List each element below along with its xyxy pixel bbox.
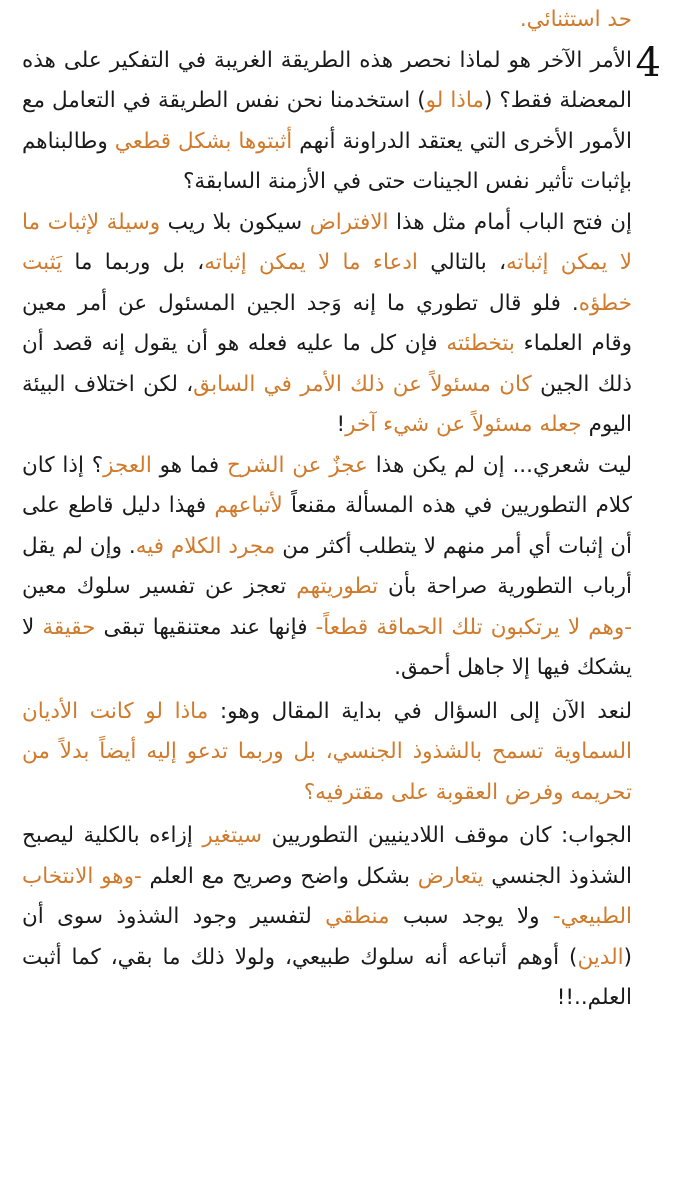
paragraph xyxy=(22,203,632,446)
body-text: لا يشكك فيها إلا جاهل أحمق. xyxy=(22,614,632,680)
body-text: فما هو xyxy=(151,452,227,478)
highlighted-text: حقيقة xyxy=(42,614,96,640)
body-text: سيكون بلا ريب xyxy=(160,209,310,235)
body-text: تعجز عن تفسير سلوك معين xyxy=(22,574,297,599)
paragraph xyxy=(22,816,632,1019)
body-text: ) استخدمنا نحن نفس الطريقة في التعامل مع الأمور الأخرى التي يعتقد الدراونة أنهم xyxy=(22,88,632,154)
paragraph xyxy=(22,692,632,814)
body-text: فإن كل ما عليه فعله هو أن يقول إنه قصد أن ذلك الجين xyxy=(22,331,632,397)
highlighted-text: مجرد الكلام فيه xyxy=(135,533,276,559)
highlighted-text: كان مسئولاً عن ذلك الأمر في السابق xyxy=(193,371,532,397)
highlighted-text: عجزٌ عن الشرح xyxy=(227,452,368,478)
body-text: ، لكن اختلاف البيئة اليوم xyxy=(22,371,632,437)
body-text: الأمر الآخر هو لماذا نحصر هذه الطريقة الغريبة في التفكير على هذه المعضلة فقط؟ ( xyxy=(22,47,632,113)
body-text: لنعد الآن إلى السؤال في بداية المقال وهو: xyxy=(208,698,632,724)
highlighted-text: سيتغير xyxy=(202,823,263,848)
body-text: ليت شعري... إن لم يكن هذا xyxy=(367,452,632,478)
body-text: لتفسير وجود الشذوذ سوى أن ( xyxy=(22,904,632,970)
body-text: ! xyxy=(336,412,346,437)
body-text: فهذا دليل قاطع على أن إثبات أي أمر منهم لا يتطلب أكثر من xyxy=(22,493,632,559)
highlighted-text: يتعارض xyxy=(417,863,484,889)
paragraph xyxy=(22,446,632,689)
highlighted-text: الدين xyxy=(577,944,624,970)
highlighted-text: يَثبت خطؤه xyxy=(22,250,632,316)
highlighted-text: ماذا لو كانت الأديان السماوية تسمح بالشذوذ الجنسي، بل وربما تدعو إليه أيضاً بدلاً من تحريمه وفرض العقوبة على مقترفيه؟ xyxy=(22,698,632,805)
article-body xyxy=(22,0,632,1019)
highlighted-text: تطوريتهم xyxy=(296,574,379,599)
body-text: وطالبناهم بإثبات تأثير نفس الجينات حتى في الأزمنة السابقة؟ xyxy=(22,128,632,194)
highlighted-text: الافتراض xyxy=(309,209,389,235)
body-text: ، بل وربما ما xyxy=(62,250,205,275)
highlighted-text: أثبتوها بشكل قطعي xyxy=(114,128,293,154)
paragraph xyxy=(22,41,632,203)
highlighted-text: لأتباعهم xyxy=(214,493,283,518)
highlighted-text: ماذا لو xyxy=(425,88,484,113)
highlighted-text: -وهم لا يرتكبون تلك الحماقة قطعاً- xyxy=(315,614,632,640)
highlighted-text: حد استثنائي. xyxy=(519,7,632,32)
highlighted-text: بتخطئته xyxy=(446,331,515,356)
paragraph xyxy=(22,0,632,41)
body-text: بشكل واضح وصريح مع العلم xyxy=(141,863,418,889)
body-text: ) أوهم أتباعه أنه سلوك طبيعي، ولولا ذلك ما بقي، كما أثبت العلم..!! xyxy=(22,944,632,1010)
body-text: الجواب: كان موقف اللادينيين التطوريين xyxy=(262,823,632,848)
body-text: إزاءه بالكلية ليصبح الشذوذ الجنسي xyxy=(22,823,633,889)
page-number: 4 xyxy=(635,40,661,86)
highlighted-text: -وهو الانتخاب الطبيعي- xyxy=(22,863,632,929)
body-text: فإنها عند معتنقيها تبقى xyxy=(95,614,316,640)
highlighted-text: منطقي xyxy=(325,904,390,929)
body-text: ، بالتالي xyxy=(417,250,507,275)
highlighted-text: ادعاء ما لا يمكن إثباته xyxy=(204,250,418,275)
highlighted-text: العجز xyxy=(103,452,152,478)
body-text: . وإن لم يقل أرباب التطورية صراحة بأن xyxy=(22,533,632,599)
body-text: ولا يوجد سبب xyxy=(389,904,553,929)
highlighted-text: جعله مسئولاً عن شيء آخر xyxy=(345,412,582,437)
body-text: إن فتح الباب أمام مثل هذا xyxy=(388,209,632,235)
highlighted-text: وسيلة لإثبات ما لا يمكن إثباته xyxy=(22,209,633,275)
body-text: . فلو قال تطوري ما إنه وَجد الجين المسئول عن أمر معين وقام العلماء xyxy=(22,290,633,356)
body-text: ؟ إذا كان كلام التطوريين في هذه المسألة مقنعاً xyxy=(22,452,632,518)
